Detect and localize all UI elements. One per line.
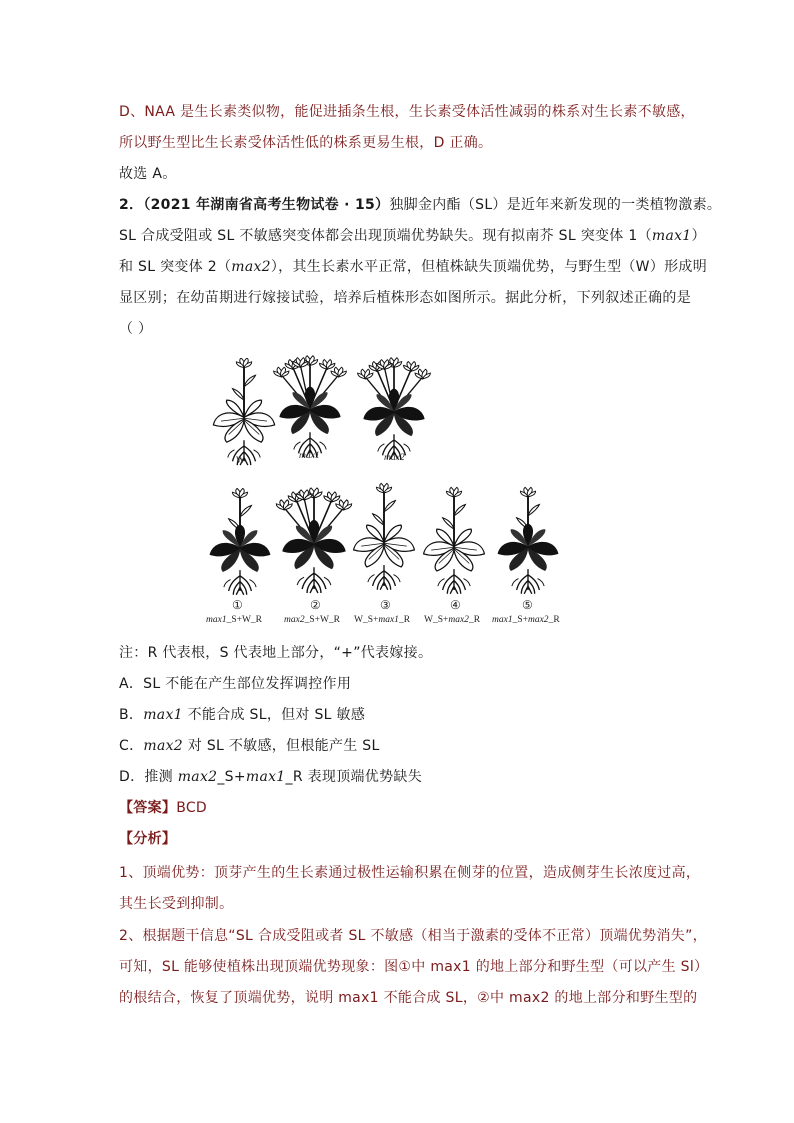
graft-number-4: ④ xyxy=(450,598,461,612)
label-max2: max2 xyxy=(384,453,405,463)
gene-max2: max2 xyxy=(231,259,271,275)
plant-graft-5 xyxy=(490,486,566,598)
graft-label-3-post: _R xyxy=(398,615,411,625)
graft-number-5: ⑤ xyxy=(522,598,533,612)
graft-label-5 xyxy=(492,615,560,625)
option-b-text: 不能合成 SL，但对 SL 敏感 xyxy=(182,707,366,723)
question-stem-line-5: （ ） xyxy=(119,321,153,337)
option-b xyxy=(119,705,365,725)
figure-note: 注：R 代表根，S 代表地上部分，“+”代表嫁接。 xyxy=(119,645,433,661)
question-source: （2021 年湖南省高考生物试卷 · 15） xyxy=(143,197,390,213)
plant-max2 xyxy=(354,352,434,462)
stem-text: ） xyxy=(691,228,706,244)
analysis-p2-line-2: 可知，SL 能够使植株出现顶端优势现象：图①中 max1 的地上部分和野生型（可以产生 Sl） xyxy=(119,959,709,975)
graft-label-1-gene: max1 xyxy=(206,615,227,625)
prev-explanation-line-2: 所以野生型比生长素受体活性低的株系更易生根，D 正确。 xyxy=(119,135,493,151)
option-d xyxy=(119,767,422,787)
graft-label-4-gene: max2 xyxy=(448,615,469,625)
analysis-p2-line-1: 2、根据题干信息“SL 合成受阻或者 SL 不敏感（相当于激素的受体不正常）顶端优势消失”， xyxy=(119,928,707,944)
option-d-text: _R 表现顶端优势缺失 xyxy=(285,769,422,785)
stem-text: 和 SL 突变体 2（ xyxy=(119,259,232,275)
question-stem-text: 独脚金内酯（SL）是近年来新发现的一类植物激素。 xyxy=(389,197,722,213)
answer-value: BCD xyxy=(176,800,208,816)
label-max1: max1 xyxy=(299,451,320,461)
option-a: A．SL 不能在产生部位发挥调控作用 xyxy=(119,676,352,692)
option-c-letter: C． xyxy=(119,738,144,754)
graft-label-1-rest: _S+W_R xyxy=(226,615,263,625)
graft-label-5-gene-b: max2 xyxy=(527,615,549,625)
analysis-p1-line-1: 1、顶端优势：顶芽产生的生长素通过极性运输积累在侧芽的位置，造成侧芽生长浓度过高， xyxy=(119,865,701,881)
option-c xyxy=(119,736,380,756)
graft-label-2 xyxy=(284,615,340,625)
gene-max1: max1 xyxy=(651,228,692,244)
answer-line xyxy=(119,798,207,818)
graft-label-1 xyxy=(206,615,262,625)
graft-label-5-mid: _S+ xyxy=(512,615,528,625)
graft-label-3-gene: max1 xyxy=(378,615,399,625)
option-d-letter: D．推测 xyxy=(119,769,178,785)
plant-graft-3 xyxy=(346,480,422,596)
stem-text: SL 合成受阻或 SL 不敏感突变体都会出现顶端优势缺失。现有拟南芥 SL 突变体 1（ xyxy=(119,228,652,244)
option-c-text: 对 SL 不敏感，但根能产生 SL xyxy=(183,738,380,754)
analysis-p2-line-3: 的根结合，恢复了顶端优势，说明 max1 不能合成 SL，②中 max2 的地上部分和野生型的 xyxy=(119,990,698,1006)
graft-label-4 xyxy=(424,615,480,625)
graft-label-5-gene-a: max1 xyxy=(492,615,513,625)
graft-label-2-rest: _S+W_R xyxy=(304,615,341,625)
analysis-label: 【分析】 xyxy=(119,831,177,847)
plant-graft-2 xyxy=(274,482,354,596)
option-d-gene-a: max2 xyxy=(177,769,218,785)
option-d-mid: _S+ xyxy=(217,769,246,785)
question-number: 2． xyxy=(119,197,144,213)
answer-label: 【答案】 xyxy=(119,800,177,816)
question-stem-line-4: 显区别；在幼苗期进行嫁接试验，培养后植株形态如图所示。据此分析，下列叙述正确的是 xyxy=(119,290,691,306)
question-stem-line-1 xyxy=(119,195,721,215)
graft-label-4-pre: W_S+ xyxy=(424,615,449,625)
analysis-p1-line-2: 其生长受到抑制。 xyxy=(119,896,234,912)
plant-max1 xyxy=(270,350,350,460)
graft-number-3: ③ xyxy=(380,598,391,612)
plant-graft-1 xyxy=(202,488,278,598)
plant-graft-4 xyxy=(416,486,492,598)
grafting-figure xyxy=(204,350,584,635)
graft-number-1: ① xyxy=(232,598,243,612)
option-d-gene-b: max1 xyxy=(245,769,286,785)
prev-selection: 故选 A。 xyxy=(119,166,177,182)
graft-label-3-pre: W_S+ xyxy=(354,615,379,625)
option-c-gene: max2 xyxy=(143,738,184,754)
option-b-letter: B． xyxy=(119,707,144,723)
option-b-gene: max1 xyxy=(143,707,183,723)
graft-label-3 xyxy=(354,615,410,625)
stem-text: ），其生长素水平正常，但植株缺失顶端优势，与野生型（W）形成明 xyxy=(270,259,708,275)
graft-number-2: ② xyxy=(310,598,321,612)
graft-label-4-post: _R xyxy=(468,615,481,625)
question-stem-line-2 xyxy=(119,226,706,246)
question-stem-line-3 xyxy=(119,257,707,277)
graft-label-2-gene: max2 xyxy=(284,615,305,625)
label-w: W xyxy=(236,456,245,466)
prev-explanation-line-1: D、NAA 是生长素类似物，能促进插条生根，生长素受体活性减弱的株系对生长素不敏感， xyxy=(119,104,695,120)
graft-label-5-post: _R xyxy=(548,615,560,625)
